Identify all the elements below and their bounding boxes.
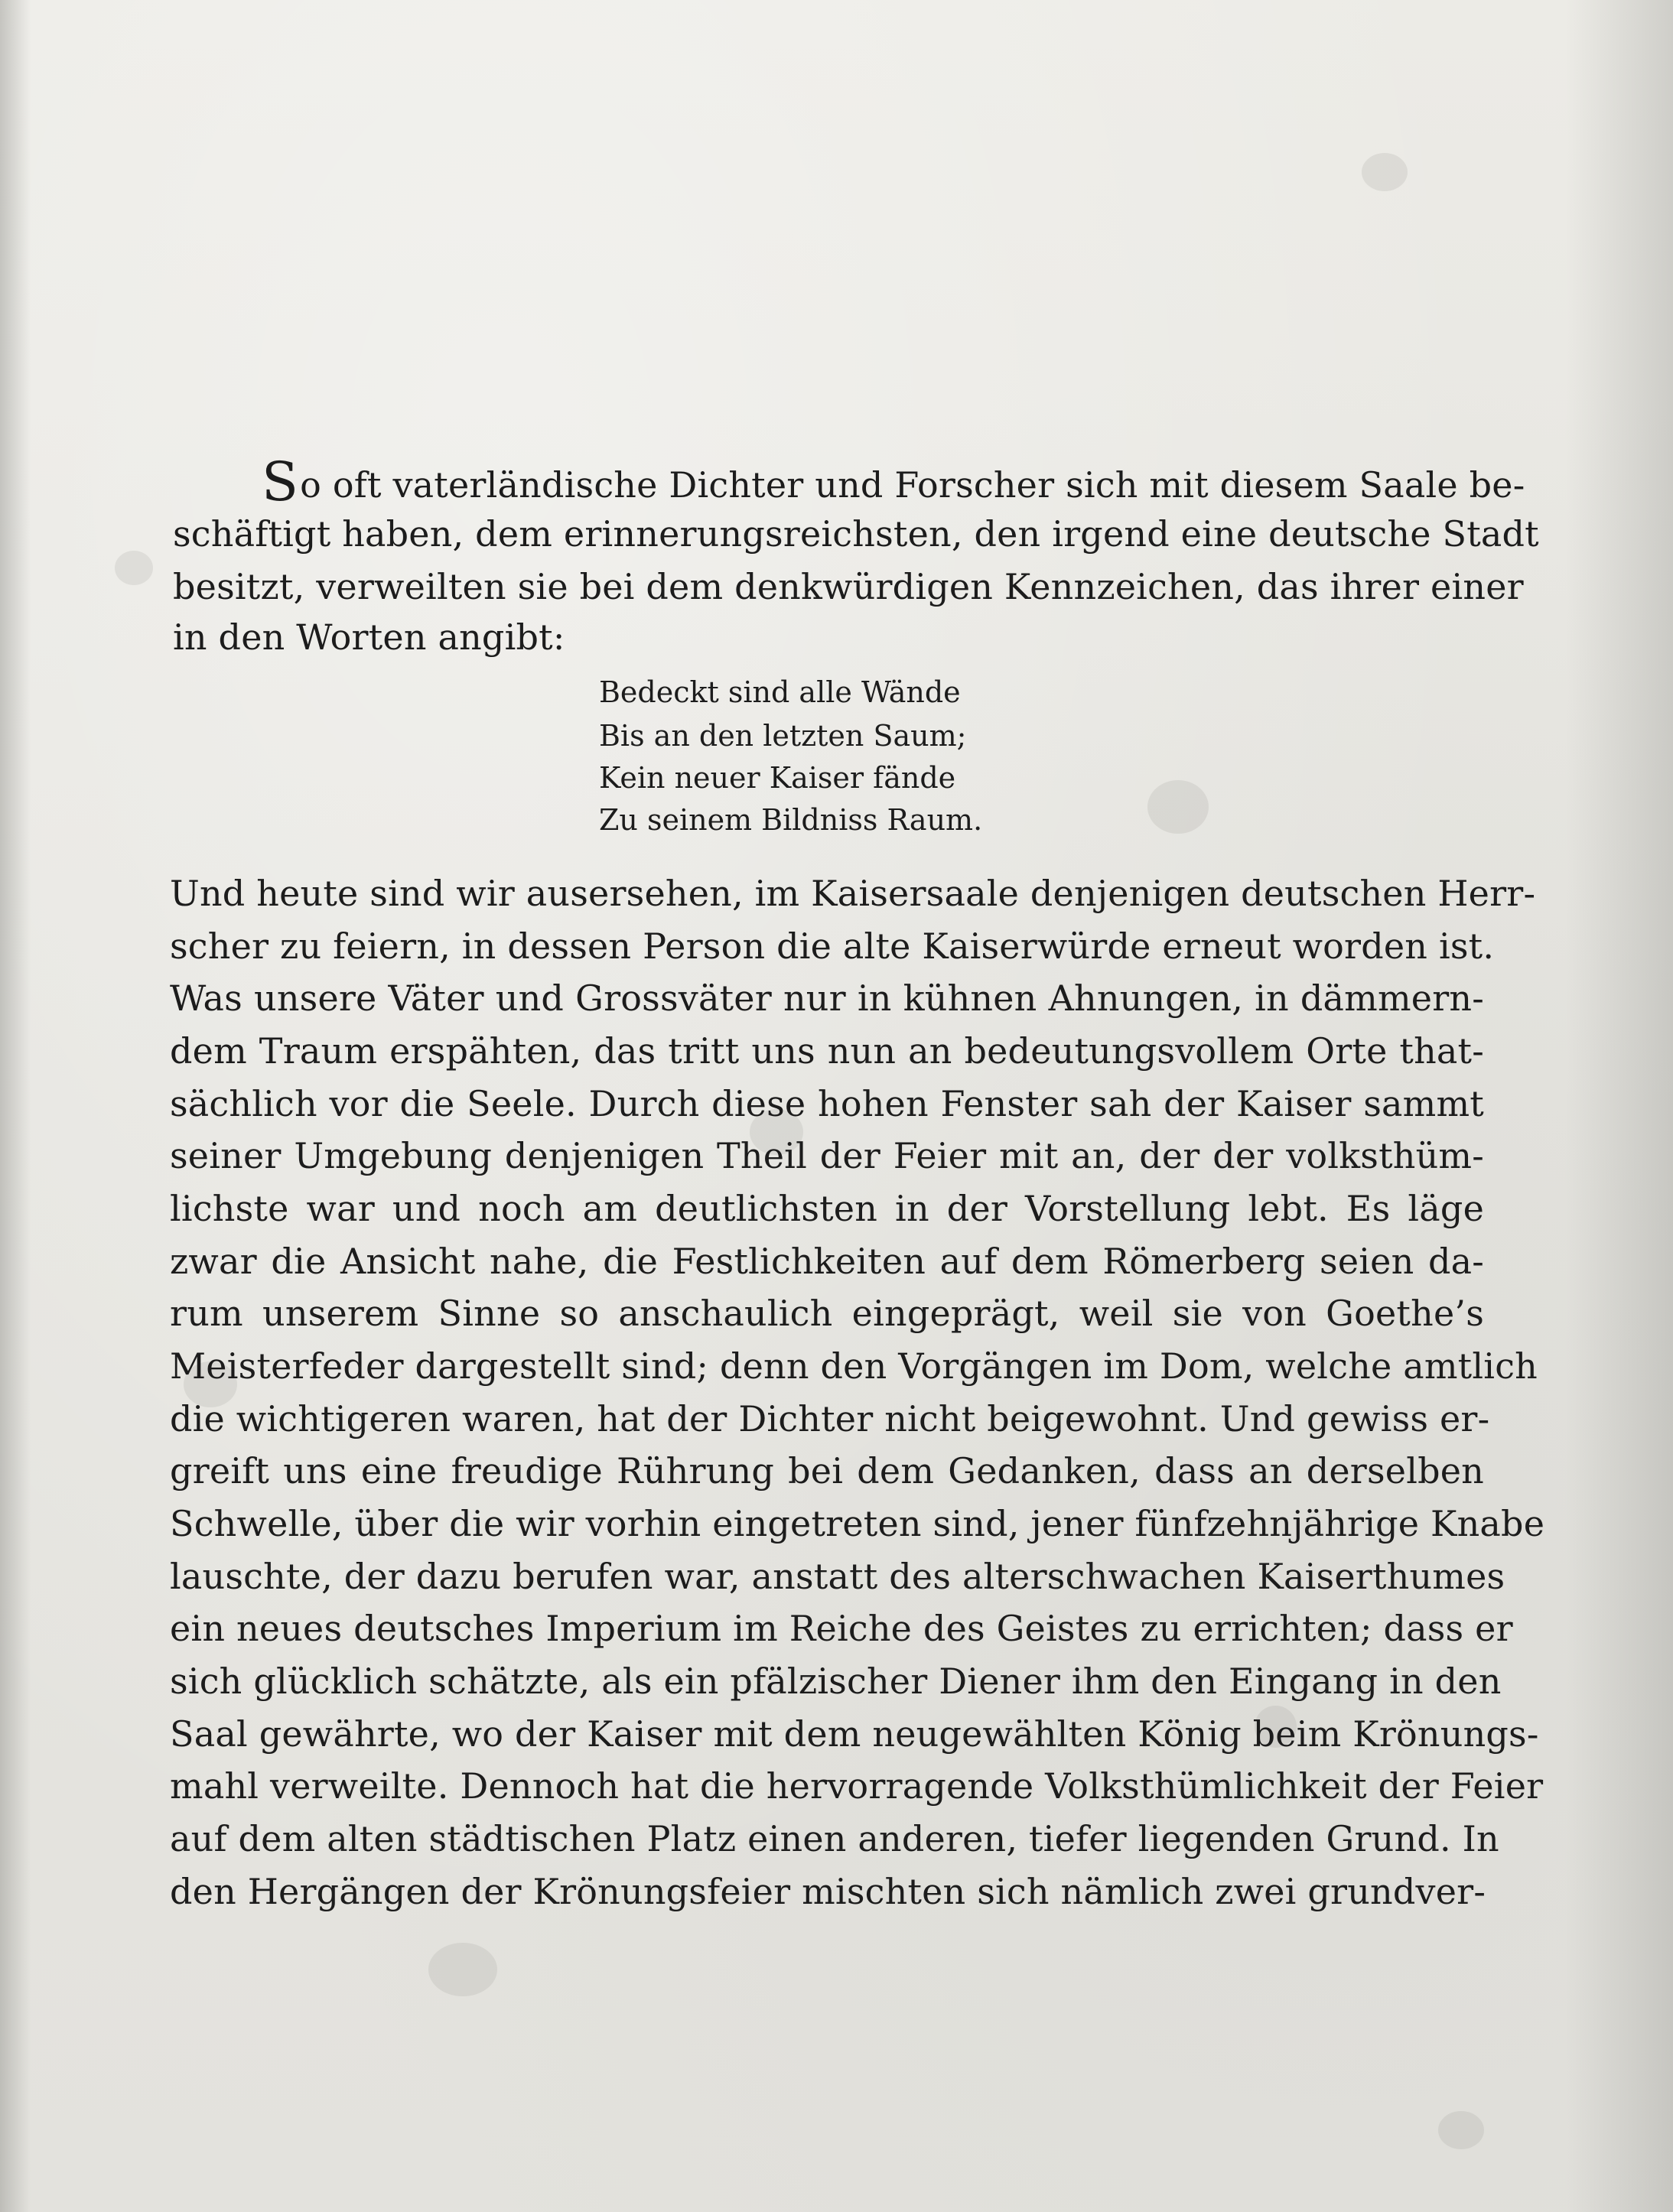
- body-line: zwar die Ansicht nahe, die Festlichkeiten auf dem Römerberg seien da-: [170, 1241, 1484, 1282]
- body-line: seiner Umgebung denjenigen Theil der Feier mit an, der der volksthüm-: [170, 1135, 1484, 1176]
- intro-line: schäftigt haben, dem erinnerungsreichsten, den irgend eine deutsche Stadt: [173, 513, 1539, 555]
- body-line: greift uns eine freudige Rührung bei dem Gedanken, dass an derselben: [170, 1450, 1484, 1491]
- paper-spot: [428, 1943, 497, 1996]
- body-line: sich glücklich schätzte, als ein pfälzischer Diener ihm den Eingang in den: [170, 1661, 1502, 1702]
- body-line: scher zu feiern, in dessen Person die alte Kaiserwürde erneut worden ist.: [170, 925, 1495, 967]
- body-line: Saal gewährte, wo der Kaiser mit dem neugewählten König beim Krönungs-: [170, 1713, 1539, 1755]
- body-line: die wichtigeren waren, hat der Dichter nicht beigewohnt. Und gewiss er-: [170, 1398, 1490, 1439]
- poem-line: Bedeckt sind alle Wände: [599, 675, 961, 709]
- body-line: auf dem alten städtischen Platz einen anderen, tiefer liegenden Grund. In: [170, 1818, 1499, 1859]
- drop-cap: S: [262, 451, 299, 513]
- paper-spot: [1147, 780, 1209, 834]
- poem-line: Zu seinem Bildniss Raum.: [599, 803, 983, 837]
- body-line: ein neues deutsches Imperium im Reiche des Geistes zu errichten; dass er: [170, 1608, 1513, 1649]
- page-edge-shadow-left: [0, 0, 31, 2212]
- body-line: rum unserem Sinne so anschaulich eingeprägt, weil sie von Goethe’s: [170, 1293, 1484, 1334]
- body-line: lauschte, der dazu berufen war, anstatt des alterschwachen Kaiserthumes: [170, 1556, 1505, 1597]
- body-line: Meisterfeder dargestellt sind; denn den Vorgängen im Dom, welche amtlich: [170, 1345, 1538, 1387]
- paper-spot: [1362, 153, 1408, 191]
- intro-line: in den Worten angibt:: [173, 616, 565, 658]
- body-line: lichste war und noch am deutlichsten in der Vorstellung lebt. Es läge: [170, 1188, 1484, 1229]
- poem-line: Kein neuer Kaiser fände: [599, 761, 956, 795]
- intro-line: So oft vaterländische Dichter und Forscher sich mit diesem Saale be-: [262, 451, 1525, 513]
- body-line: mahl verweilte. Dennoch hat die hervorragende Volksthümlichkeit der Feier: [170, 1765, 1544, 1807]
- paper-spot: [1438, 2111, 1484, 2149]
- body-line: Schwelle, über die wir vorhin eingetreten sind, jener fünfzehnjährige Knabe: [170, 1503, 1545, 1544]
- body-line: dem Traum erspähten, das tritt uns nun an bedeutungsvollem Orte that-: [170, 1030, 1484, 1072]
- body-line: sächlich vor die Seele. Durch diese hohen Fenster sah der Kaiser sammt: [170, 1083, 1484, 1124]
- page-edge-shadow-right: [1566, 0, 1673, 2212]
- body-line: Und heute sind wir ausersehen, im Kaisersaale denjenigen deutschen Herr-: [170, 873, 1536, 914]
- body-line: Was unsere Väter und Grossväter nur in kühnen Ahnungen, in dämmern-: [170, 978, 1484, 1019]
- paper-spot: [115, 551, 153, 585]
- intro-line: besitzt, verweilten sie bei dem denkwürdigen Kennzeichen, das ihrer einer: [173, 566, 1524, 607]
- poem-line: Bis an den letzten Saum;: [599, 719, 967, 753]
- body-line: den Hergängen der Krönungsfeier mischten sich nämlich zwei grundver-: [170, 1871, 1486, 1912]
